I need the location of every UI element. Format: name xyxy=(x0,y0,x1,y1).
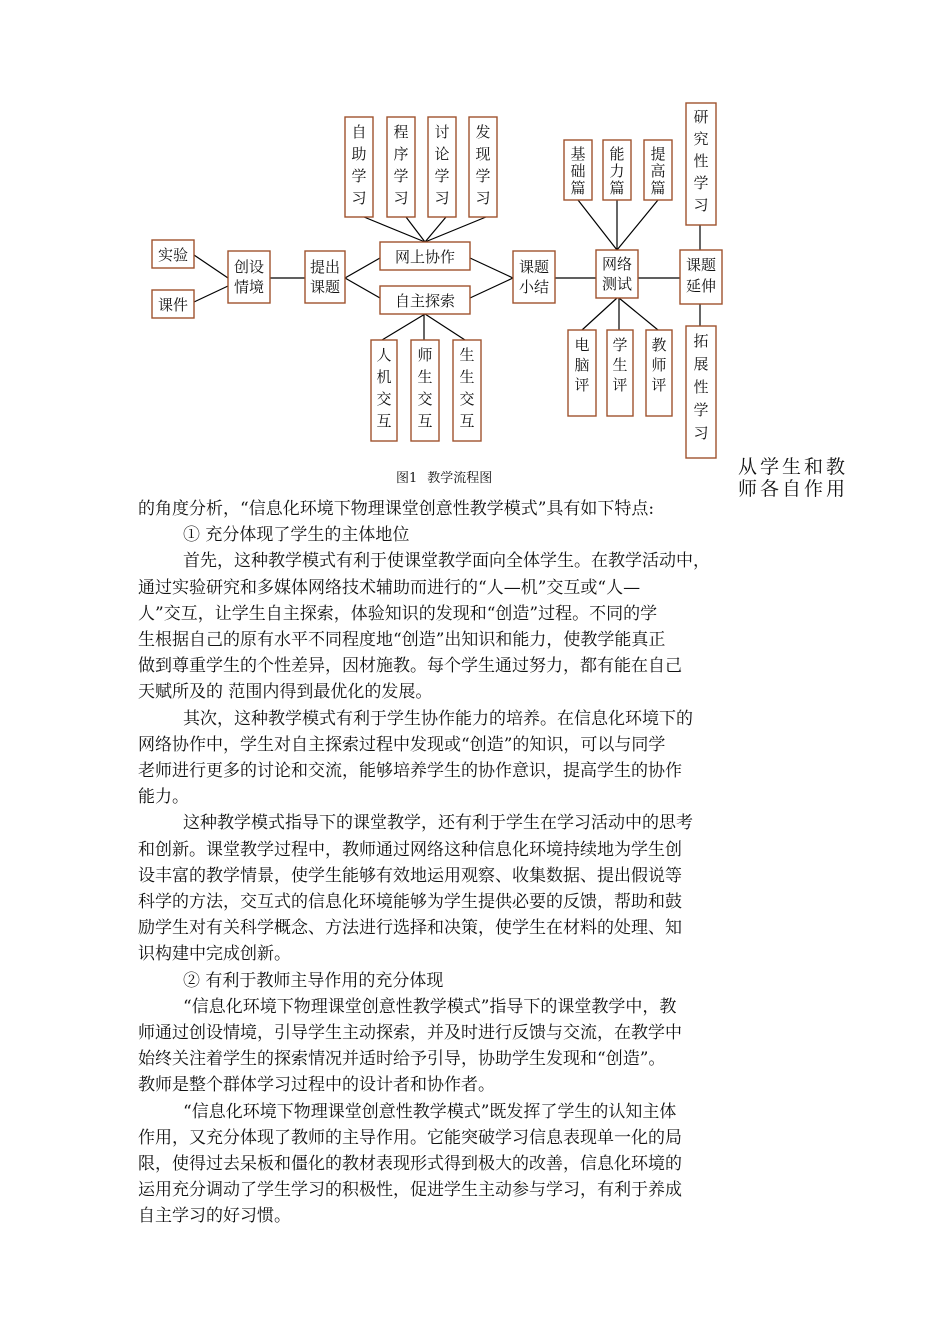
box-xiaojie xyxy=(513,251,555,303)
box-tichu xyxy=(305,251,345,303)
box-wangshang xyxy=(380,242,470,270)
box-shiyan xyxy=(152,240,194,268)
svg-text:拓: 拓 xyxy=(693,332,709,350)
teaching-flow-diagram xyxy=(0,0,950,500)
svg-text:能: 能 xyxy=(609,145,625,163)
svg-text:网上协作: 网上协作 xyxy=(394,248,456,266)
paragraph-line: 首先，这种教学模式有利于使课堂教学面向全体学生。在教学活动中， xyxy=(183,551,710,572)
paragraph-line: 教师是整个群体学习过程中的设计者和协作者。 xyxy=(138,1075,495,1096)
svg-text:学: 学 xyxy=(434,167,450,185)
figure-title: 教学流程图 xyxy=(427,471,493,486)
box-tigao xyxy=(644,140,672,200)
svg-text:创设: 创设 xyxy=(233,258,265,276)
paragraph-line: 生根据自己的原有水平不同程度地“创造”出知识和能力，使教学能真正 xyxy=(138,630,666,651)
paragraph-line: “信息化环境下物理课堂创意性教学模式”既发挥了学生的认知主体 xyxy=(183,1101,677,1122)
box-xuesheng-ping xyxy=(607,330,633,416)
svg-text:交: 交 xyxy=(376,390,392,408)
svg-text:篇: 篇 xyxy=(650,179,666,197)
box-taolun-xuexi xyxy=(428,117,456,217)
svg-text:评: 评 xyxy=(612,376,628,394)
figure-caption xyxy=(396,470,492,486)
paragraph-line: 师通过创设情境，引导学生主动探索，并及时进行反馈与交流，在教学中 xyxy=(138,1023,682,1044)
paragraph-line: 作用，又充分体现了教师的主导作用。它能突破学习信息表现单一化的局 xyxy=(138,1127,682,1148)
box-faxian-xuexi xyxy=(469,117,497,217)
svg-text:论: 论 xyxy=(434,145,450,163)
paragraph-line: 老师进行更多的讨论和交流，能够培养学生的协作意识，提高学生的协作 xyxy=(138,761,682,782)
svg-text:师: 师 xyxy=(651,356,667,374)
box-diannao xyxy=(568,330,596,416)
section-heading-1: ① 充分体现了学生的主体地位 xyxy=(183,525,410,546)
svg-text:提出: 提出 xyxy=(309,258,341,276)
svg-text:习: 习 xyxy=(393,189,409,207)
svg-text:情境: 情境 xyxy=(233,278,265,296)
svg-text:自主探索: 自主探索 xyxy=(394,292,456,310)
paragraph-line: 设丰富的教学情景，使学生能够有效地运用观察、收集数据、提出假说等 xyxy=(138,865,682,886)
svg-text:学: 学 xyxy=(612,336,628,354)
side-text-line-2: 师各自作用 xyxy=(738,478,849,500)
svg-text:互: 互 xyxy=(459,412,475,430)
svg-text:课题: 课题 xyxy=(309,278,341,296)
box-jichu xyxy=(564,140,592,200)
label-shiyan: 实验 xyxy=(157,246,189,264)
svg-text:学: 学 xyxy=(351,167,367,185)
svg-text:学: 学 xyxy=(693,401,709,419)
svg-text:交: 交 xyxy=(459,390,475,408)
svg-text:互: 互 xyxy=(376,412,392,430)
box-chengxu-xuexi xyxy=(387,117,415,217)
paragraph-line: 励学生对有关科学概念、方法进行选择和决策，使学生在材料的处理、知 xyxy=(138,918,682,939)
box-renji xyxy=(371,340,397,441)
svg-text:评: 评 xyxy=(574,376,590,394)
svg-text:高: 高 xyxy=(650,162,666,180)
svg-text:电: 电 xyxy=(574,336,590,354)
paragraph-line: 识构建中完成创新。 xyxy=(138,944,291,965)
svg-text:生: 生 xyxy=(459,346,475,364)
paragraph-line: 其次，这种教学模式有利于学生协作能力的培养。在信息化环境下的 xyxy=(183,708,693,729)
svg-text:基: 基 xyxy=(570,145,586,163)
paragraph-line: 通过实验研究和多媒体网络技术辅助而进行的“人—机”交互或“人— xyxy=(138,577,641,598)
svg-text:学: 学 xyxy=(393,167,409,185)
svg-text:师: 师 xyxy=(417,346,433,364)
box-zizhu-xuexi xyxy=(345,117,373,217)
paragraph-line: 和创新。课堂教学过程中，教师通过网络这种信息化环境持续地为学生创 xyxy=(138,839,682,860)
svg-text:程: 程 xyxy=(393,123,409,141)
svg-text:学: 学 xyxy=(475,167,491,185)
box-zizhu xyxy=(380,286,470,314)
paragraph-line: 人”交互，让学生自主探索，体验知识的发现和“创造”过程。不同的学 xyxy=(138,603,658,624)
box-yanjiu xyxy=(686,103,716,225)
box-nengli xyxy=(603,140,631,200)
svg-text:习: 习 xyxy=(475,189,491,207)
svg-text:习: 习 xyxy=(693,424,709,442)
svg-text:篇: 篇 xyxy=(609,179,625,197)
box-tuozhan xyxy=(686,326,716,458)
paragraph-line: “信息化环境下物理课堂创意性教学模式”指导下的课堂教学中，教 xyxy=(183,996,677,1017)
svg-text:课题: 课题 xyxy=(518,258,550,276)
svg-text:助: 助 xyxy=(351,145,367,163)
box-chuangshe xyxy=(228,251,270,303)
svg-text:延伸: 延伸 xyxy=(685,277,717,295)
svg-text:学: 学 xyxy=(693,174,709,192)
svg-text:交: 交 xyxy=(417,390,433,408)
svg-text:习: 习 xyxy=(693,196,709,214)
box-shengsheng xyxy=(453,340,481,441)
svg-text:现: 现 xyxy=(475,145,491,163)
svg-text:生: 生 xyxy=(459,368,475,386)
paragraph-line: 始终关注着学生的探索情况并适时给予引导，协助学生发现和“创造”。 xyxy=(138,1049,666,1070)
svg-text:研: 研 xyxy=(693,108,709,126)
svg-text:习: 习 xyxy=(434,189,450,207)
svg-text:自: 自 xyxy=(351,123,367,141)
svg-text:究: 究 xyxy=(693,130,709,148)
svg-text:性: 性 xyxy=(693,152,709,170)
paragraph-line: 的角度分析，“信息化环境下物理课堂创意性教学模式”具有如下特点: xyxy=(138,499,655,519)
svg-text:展: 展 xyxy=(693,355,709,373)
svg-text:课题: 课题 xyxy=(685,256,717,274)
svg-text:教: 教 xyxy=(651,336,667,354)
svg-text:生: 生 xyxy=(612,356,628,374)
svg-text:生: 生 xyxy=(417,368,433,386)
box-yanshen xyxy=(680,250,722,304)
svg-text:测试: 测试 xyxy=(601,275,633,293)
svg-text:机: 机 xyxy=(376,368,392,386)
svg-text:性: 性 xyxy=(693,378,709,396)
box-kejian xyxy=(152,290,194,318)
paragraph-line: 自主学习的好习惯。 xyxy=(138,1206,291,1227)
svg-text:序: 序 xyxy=(393,145,409,163)
paragraph-line: 这种教学模式指导下的课堂教学，还有利于学生在学习活动中的思考 xyxy=(183,813,693,834)
svg-text:础: 础 xyxy=(570,162,586,180)
svg-text:小结: 小结 xyxy=(518,278,550,296)
paragraph-line: 做到尊重学生的个性差异，因材施教。每个学生通过努力，都有能在自己 xyxy=(138,656,682,677)
svg-text:人: 人 xyxy=(376,346,392,364)
box-shisheng xyxy=(411,340,439,441)
side-text-line-1: 从学生和教 xyxy=(738,456,849,478)
paragraph-line: 科学的方法，交互式的信息化环境能够为学生提供必要的反馈，帮助和鼓 xyxy=(138,892,682,913)
paragraph-line: 能力。 xyxy=(138,787,189,808)
paragraph-line: 运用充分调动了学生学习的积极性，促进学生主动参与学习，有利于养成 xyxy=(138,1180,682,1201)
svg-text:评: 评 xyxy=(651,376,667,394)
paragraph-line: 网络协作中，学生对自主探索过程中发现或“创造”的知识，可以与同学 xyxy=(138,734,666,755)
svg-text:习: 习 xyxy=(351,189,367,207)
svg-text:提: 提 xyxy=(650,145,666,163)
svg-text:网络: 网络 xyxy=(601,255,633,273)
body-text xyxy=(138,496,858,1230)
box-ceshi xyxy=(596,250,638,298)
svg-text:脑: 脑 xyxy=(574,356,590,374)
svg-text:力: 力 xyxy=(609,162,625,180)
section-heading-2: ② 有利于教师主导作用的充分体现 xyxy=(183,970,444,991)
svg-text:发: 发 xyxy=(475,123,491,141)
figure-label: 图1 xyxy=(396,471,418,486)
label-kejian: 课件 xyxy=(157,296,189,314)
box-jiaoshi-ping xyxy=(646,330,672,416)
svg-text:讨: 讨 xyxy=(434,123,450,141)
svg-text:篇: 篇 xyxy=(570,179,586,197)
paragraph-line: 限，使得过去呆板和僵化的教材表现形式得到极大的改善，信息化环境的 xyxy=(138,1154,682,1175)
svg-text:互: 互 xyxy=(417,412,433,430)
paragraph-line: 天赋所及的 范围内得到最优化的发展。 xyxy=(138,682,433,703)
